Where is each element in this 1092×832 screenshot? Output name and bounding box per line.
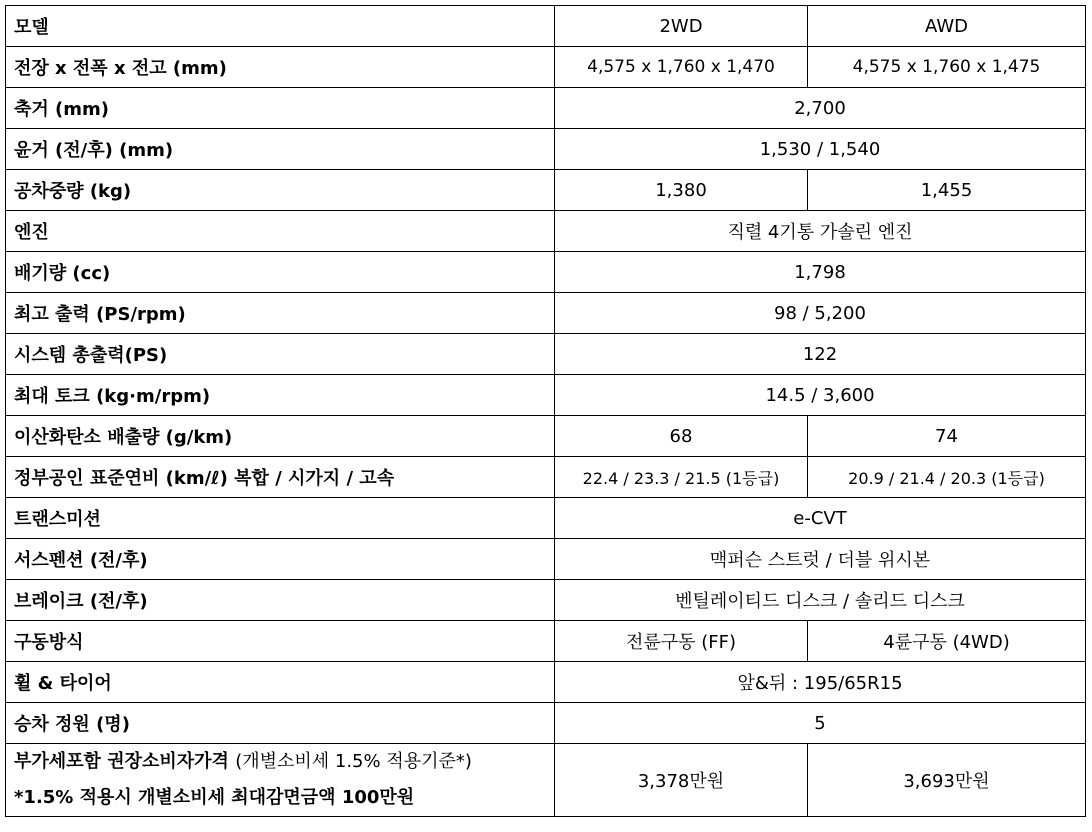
row-label: 최대 토크 (kg·m/rpm) <box>6 375 555 416</box>
table-row <box>6 211 1086 252</box>
row-label: 서스펜션 (전/후) <box>6 539 555 580</box>
row-label: 시스템 총출력(PS) <box>6 334 555 375</box>
price-label-cell <box>6 744 555 817</box>
row-value-2wd: 22.4 / 23.3 / 21.5 (1등급) <box>555 457 808 498</box>
table-row <box>6 662 1086 703</box>
row-value: 벤틸레이티드 디스크 / 솔리드 디스크 <box>555 580 1086 621</box>
table-row <box>6 416 1086 457</box>
table-row <box>6 457 1086 498</box>
header-2wd: 2WD <box>555 6 808 47</box>
table-row <box>6 621 1086 662</box>
row-value-2wd: 1,380 <box>555 170 808 211</box>
row-label: 구동방식 <box>6 621 555 662</box>
table-row <box>6 580 1086 621</box>
price-footnote: *1.5% 적용시 개별소비세 최대감면금액 100만원 <box>14 787 415 808</box>
row-label: 트랜스미션 <box>6 498 555 539</box>
row-label: 엔진 <box>6 211 555 252</box>
header-label: 모델 <box>6 6 555 47</box>
row-value-awd: 1,455 <box>808 170 1086 211</box>
spec-table <box>5 5 1086 817</box>
row-value-2wd: 전륜구동 (FF) <box>555 621 808 662</box>
row-value-awd: 4,575 x 1,760 x 1,475 <box>808 47 1086 88</box>
price-label: 부가세포함 권장소비자가격 <box>14 751 229 772</box>
price-label-note: (개별소비세 1.5% 적용기준*) <box>235 751 472 772</box>
row-value-2wd: 68 <box>555 416 808 457</box>
table-row <box>6 703 1086 744</box>
price-value-awd: 3,693만원 <box>808 744 1086 817</box>
row-label: 전장 x 전폭 x 전고 (mm) <box>6 47 555 88</box>
row-value-awd: 74 <box>808 416 1086 457</box>
table-row <box>6 252 1086 293</box>
header-awd: AWD <box>808 6 1086 47</box>
row-label: 정부공인 표준연비 (km/ℓ) 복합 / 시가지 / 고속 <box>6 457 555 498</box>
row-value: 98 / 5,200 <box>555 293 1086 334</box>
row-label: 브레이크 (전/후) <box>6 580 555 621</box>
table-row <box>6 375 1086 416</box>
table-row <box>6 88 1086 129</box>
table-row <box>6 47 1086 88</box>
table-row <box>6 334 1086 375</box>
row-value: 14.5 / 3,600 <box>555 375 1086 416</box>
row-label: 휠 & 타이어 <box>6 662 555 703</box>
row-label: 배기량 (cc) <box>6 252 555 293</box>
row-label: 이산화탄소 배출량 (g/km) <box>6 416 555 457</box>
row-value: e-CVT <box>555 498 1086 539</box>
table-row <box>6 293 1086 334</box>
table-row-price <box>6 744 1086 817</box>
row-value: 직렬 4기통 가솔린 엔진 <box>555 211 1086 252</box>
row-value: 2,700 <box>555 88 1086 129</box>
table-row <box>6 498 1086 539</box>
price-label-line <box>14 744 554 780</box>
row-value: 122 <box>555 334 1086 375</box>
row-value: 앞&뒤 : 195/65R15 <box>555 662 1086 703</box>
row-label: 최고 출력 (PS/rpm) <box>6 293 555 334</box>
row-value-awd: 20.9 / 21.4 / 20.3 (1등급) <box>808 457 1086 498</box>
row-value: 5 <box>555 703 1086 744</box>
row-value-awd: 4륜구동 (4WD) <box>808 621 1086 662</box>
row-value: 1,530 / 1,540 <box>555 129 1086 170</box>
row-value: 맥퍼슨 스트럿 / 더블 위시본 <box>555 539 1086 580</box>
table-row <box>6 170 1086 211</box>
row-label: 윤거 (전/후) (mm) <box>6 129 555 170</box>
table-row <box>6 6 1086 47</box>
row-label: 공차중량 (kg) <box>6 170 555 211</box>
row-value: 1,798 <box>555 252 1086 293</box>
row-label: 축거 (mm) <box>6 88 555 129</box>
row-label: 승차 정원 (명) <box>6 703 555 744</box>
table-row <box>6 539 1086 580</box>
table-row <box>6 129 1086 170</box>
row-value-2wd: 4,575 x 1,760 x 1,470 <box>555 47 808 88</box>
price-value-2wd: 3,378만원 <box>555 744 808 817</box>
